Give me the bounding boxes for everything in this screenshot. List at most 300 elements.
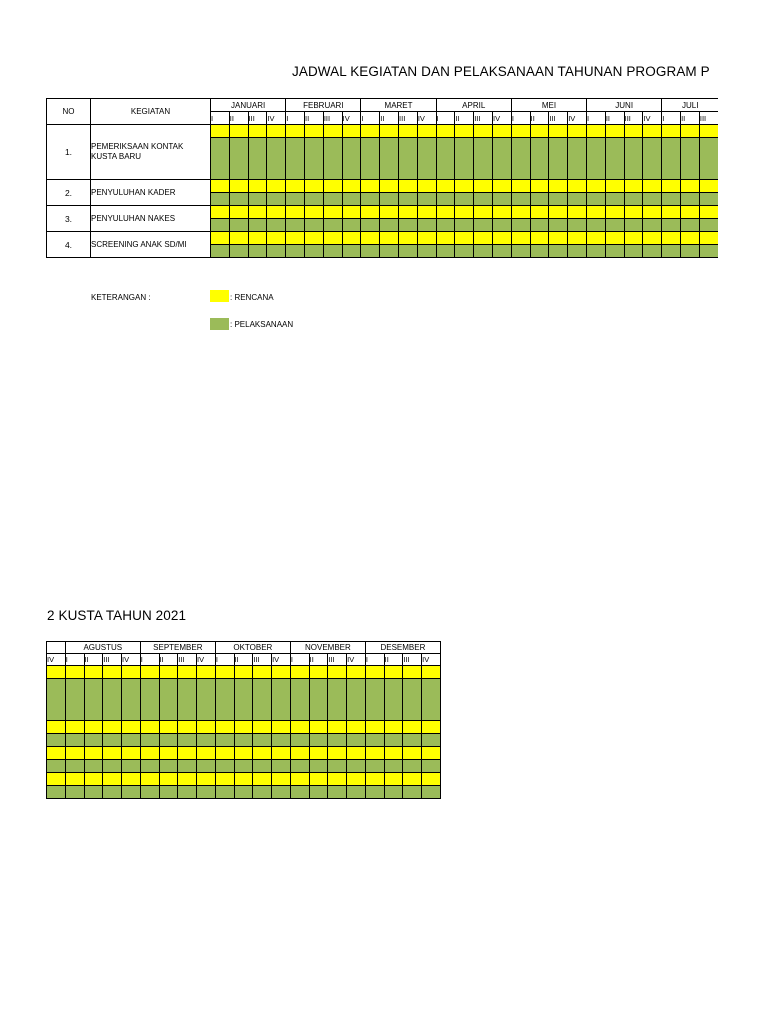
week-header: IV <box>417 112 436 125</box>
plan-cell <box>399 180 418 193</box>
execution-cell <box>197 760 216 773</box>
plan-cell <box>272 721 291 734</box>
execution-cell <box>272 734 291 747</box>
plan-cell <box>662 180 681 193</box>
plan-cell <box>65 666 84 679</box>
plan-cell <box>347 666 366 679</box>
execution-cell <box>140 734 159 747</box>
week-header: I <box>65 654 84 666</box>
execution-cell <box>65 786 84 799</box>
execution-cell <box>384 786 403 799</box>
week-header: I <box>365 654 384 666</box>
month-header: NOVEMBER <box>290 642 365 654</box>
week-header: IV <box>47 654 66 666</box>
execution-cell <box>643 219 662 232</box>
execution-cell <box>323 219 342 232</box>
week-header: IV <box>568 112 587 125</box>
execution-cell <box>272 679 291 721</box>
header-row-months <box>47 642 441 654</box>
plan-cell <box>47 773 66 786</box>
week-header: III <box>403 654 422 666</box>
plan-cell <box>699 206 718 219</box>
execution-cell <box>286 193 305 206</box>
execution-cell <box>309 734 328 747</box>
execution-cell <box>474 193 493 206</box>
execution-cell <box>159 734 178 747</box>
plan-cell <box>286 180 305 193</box>
execution-cell <box>455 138 474 180</box>
execution-cell <box>474 138 493 180</box>
plan-cell <box>681 180 700 193</box>
execution-cell <box>178 679 197 721</box>
plan-cell <box>342 206 361 219</box>
execution-cell <box>215 679 234 721</box>
execution-cell <box>328 679 347 721</box>
plan-cell <box>272 747 291 760</box>
execution-cell <box>286 219 305 232</box>
plan-cell <box>347 747 366 760</box>
plan-cell <box>197 666 216 679</box>
execution-cell <box>229 245 248 258</box>
plan-cell <box>267 180 286 193</box>
plan-cell <box>422 666 441 679</box>
execution-cell <box>511 245 530 258</box>
execution-cell <box>122 786 141 799</box>
plan-cell <box>403 773 422 786</box>
execution-cell <box>549 219 568 232</box>
execution-cell <box>140 760 159 773</box>
execution-cell <box>347 734 366 747</box>
week-header: I <box>436 112 455 125</box>
execution-cell <box>342 219 361 232</box>
execution-cell <box>549 138 568 180</box>
plan-cell <box>103 666 122 679</box>
execution-cell <box>403 760 422 773</box>
plan-cell <box>380 206 399 219</box>
execution-cell <box>662 245 681 258</box>
plan-cell <box>549 180 568 193</box>
execution-cell <box>211 245 230 258</box>
plan-cell <box>159 747 178 760</box>
plan-cell <box>253 747 272 760</box>
plan-cell <box>305 232 324 245</box>
execution-cell <box>568 245 587 258</box>
execution-cell <box>643 245 662 258</box>
activity-row-plan <box>47 666 441 679</box>
execution-cell <box>624 138 643 180</box>
execution-cell <box>493 138 512 180</box>
activity-name: SCREENING ANAK SD/MI <box>91 232 211 258</box>
activity-row-execution <box>47 734 441 747</box>
plan-cell <box>267 206 286 219</box>
execution-cell <box>290 679 309 721</box>
plan-cell <box>328 747 347 760</box>
plan-cell <box>549 206 568 219</box>
plan-cell <box>417 180 436 193</box>
plan-cell <box>474 206 493 219</box>
plan-cell <box>267 232 286 245</box>
execution-cell <box>530 245 549 258</box>
legend-rencana-label: : RENCANA <box>230 293 274 302</box>
plan-cell <box>234 721 253 734</box>
execution-cell <box>197 786 216 799</box>
plan-cell <box>248 232 267 245</box>
execution-cell <box>122 760 141 773</box>
plan-cell <box>253 721 272 734</box>
month-header: JULI <box>662 99 718 112</box>
execution-cell <box>422 679 441 721</box>
plan-cell <box>103 747 122 760</box>
execution-cell <box>229 219 248 232</box>
legend-rencana-swatch <box>210 290 229 302</box>
plan-cell <box>253 773 272 786</box>
plan-cell <box>403 666 422 679</box>
execution-cell <box>342 245 361 258</box>
plan-cell <box>380 125 399 138</box>
plan-cell <box>47 747 66 760</box>
plan-cell <box>361 232 380 245</box>
month-header: MEI <box>511 99 586 112</box>
execution-cell <box>417 245 436 258</box>
execution-cell <box>399 245 418 258</box>
plan-cell <box>215 747 234 760</box>
execution-cell <box>380 245 399 258</box>
plan-cell <box>493 125 512 138</box>
execution-cell <box>380 219 399 232</box>
plan-cell <box>587 232 606 245</box>
execution-cell <box>103 679 122 721</box>
execution-cell <box>211 193 230 206</box>
execution-cell <box>47 734 66 747</box>
plan-cell <box>530 180 549 193</box>
plan-cell <box>662 206 681 219</box>
execution-cell <box>403 679 422 721</box>
execution-cell <box>84 760 103 773</box>
plan-cell <box>530 232 549 245</box>
week-header: I <box>587 112 606 125</box>
execution-cell <box>681 219 700 232</box>
plan-cell <box>122 721 141 734</box>
week-header: III <box>399 112 418 125</box>
plan-cell <box>399 232 418 245</box>
plan-cell <box>455 125 474 138</box>
plan-cell <box>286 125 305 138</box>
plan-cell <box>229 232 248 245</box>
plan-cell <box>530 206 549 219</box>
plan-cell <box>323 180 342 193</box>
plan-cell <box>286 206 305 219</box>
plan-cell <box>103 721 122 734</box>
execution-cell <box>234 679 253 721</box>
week-header: II <box>605 112 624 125</box>
week-header: II <box>84 654 103 666</box>
activity-number: 4. <box>47 232 91 258</box>
execution-cell <box>267 138 286 180</box>
execution-cell <box>361 138 380 180</box>
plan-cell <box>384 666 403 679</box>
execution-cell <box>234 786 253 799</box>
plan-cell <box>568 206 587 219</box>
plan-cell <box>511 180 530 193</box>
execution-cell <box>436 219 455 232</box>
month-header: DESEMBER <box>365 642 440 654</box>
plan-cell <box>511 125 530 138</box>
execution-cell <box>422 734 441 747</box>
month-header: OKTOBER <box>215 642 290 654</box>
plan-cell <box>587 180 606 193</box>
execution-cell <box>605 138 624 180</box>
execution-cell <box>309 679 328 721</box>
plan-cell <box>234 747 253 760</box>
execution-cell <box>140 786 159 799</box>
execution-cell <box>229 193 248 206</box>
plan-cell <box>549 125 568 138</box>
plan-cell <box>643 206 662 219</box>
plan-cell <box>530 125 549 138</box>
plan-cell <box>605 206 624 219</box>
execution-cell <box>605 193 624 206</box>
execution-cell <box>511 138 530 180</box>
plan-cell <box>65 773 84 786</box>
execution-cell <box>215 786 234 799</box>
activity-name: PENYULUHAN NAKES <box>91 206 211 232</box>
week-header: III <box>178 654 197 666</box>
header-row-weeks <box>47 654 441 666</box>
execution-cell <box>347 786 366 799</box>
legend-label: KETERANGAN : <box>91 293 151 302</box>
execution-cell <box>681 245 700 258</box>
plan-cell <box>347 773 366 786</box>
plan-cell <box>47 721 66 734</box>
execution-cell <box>587 219 606 232</box>
execution-cell <box>380 138 399 180</box>
plan-cell <box>384 773 403 786</box>
execution-cell <box>229 138 248 180</box>
plan-cell <box>699 180 718 193</box>
execution-cell <box>328 760 347 773</box>
execution-cell <box>399 193 418 206</box>
execution-cell <box>624 193 643 206</box>
plan-cell <box>436 180 455 193</box>
plan-cell <box>211 180 230 193</box>
plan-cell <box>624 125 643 138</box>
plan-cell <box>122 747 141 760</box>
execution-cell <box>290 734 309 747</box>
plan-cell <box>178 721 197 734</box>
activity-row-plan <box>47 773 441 786</box>
execution-cell <box>530 138 549 180</box>
execution-cell <box>215 760 234 773</box>
execution-cell <box>662 219 681 232</box>
week-header: I <box>290 654 309 666</box>
execution-cell <box>549 193 568 206</box>
plan-cell <box>122 666 141 679</box>
plan-cell <box>422 721 441 734</box>
plan-cell <box>365 747 384 760</box>
execution-cell <box>122 679 141 721</box>
plan-cell <box>309 721 328 734</box>
plan-cell <box>399 206 418 219</box>
week-header: I <box>361 112 380 125</box>
execution-cell <box>309 786 328 799</box>
plan-cell <box>643 125 662 138</box>
execution-cell <box>253 734 272 747</box>
plan-cell <box>422 747 441 760</box>
execution-cell <box>493 193 512 206</box>
plan-cell <box>347 721 366 734</box>
execution-cell <box>347 679 366 721</box>
activity-row-plan <box>47 232 719 245</box>
schedule-table-part1 <box>46 98 718 258</box>
execution-cell <box>248 245 267 258</box>
execution-cell <box>643 138 662 180</box>
execution-cell <box>365 679 384 721</box>
activity-number: 3. <box>47 206 91 232</box>
plan-cell <box>215 666 234 679</box>
execution-cell <box>122 734 141 747</box>
week-header: II <box>309 654 328 666</box>
execution-cell <box>305 138 324 180</box>
execution-cell <box>384 679 403 721</box>
week-header: II <box>681 112 700 125</box>
plan-cell <box>140 773 159 786</box>
execution-cell <box>568 138 587 180</box>
execution-cell <box>624 219 643 232</box>
execution-cell <box>417 193 436 206</box>
plan-cell <box>493 206 512 219</box>
month-header: MARET <box>361 99 436 112</box>
plan-cell <box>84 773 103 786</box>
execution-cell <box>328 734 347 747</box>
execution-cell <box>436 245 455 258</box>
plan-cell <box>328 721 347 734</box>
page-title-continued: 2 KUSTA TAHUN 2021 <box>47 608 187 623</box>
execution-cell <box>699 219 718 232</box>
execution-cell <box>662 138 681 180</box>
week-header: III <box>103 654 122 666</box>
plan-cell <box>643 232 662 245</box>
plan-cell <box>309 773 328 786</box>
plan-cell <box>417 232 436 245</box>
week-header: III <box>253 654 272 666</box>
execution-cell <box>568 219 587 232</box>
plan-cell <box>624 206 643 219</box>
execution-cell <box>361 219 380 232</box>
legend-pelaksanaan-swatch <box>210 318 229 330</box>
plan-cell <box>84 666 103 679</box>
week-header: III <box>248 112 267 125</box>
plan-cell <box>323 206 342 219</box>
plan-cell <box>511 232 530 245</box>
execution-cell <box>530 219 549 232</box>
execution-cell <box>84 679 103 721</box>
plan-cell <box>103 773 122 786</box>
execution-cell <box>197 734 216 747</box>
plan-cell <box>587 206 606 219</box>
execution-cell <box>342 193 361 206</box>
execution-cell <box>211 138 230 180</box>
execution-cell <box>511 193 530 206</box>
plan-cell <box>422 773 441 786</box>
plan-cell <box>234 666 253 679</box>
execution-cell <box>178 734 197 747</box>
schedule-table-part2 <box>46 641 441 799</box>
execution-cell <box>455 245 474 258</box>
execution-cell <box>422 786 441 799</box>
plan-cell <box>178 773 197 786</box>
plan-cell <box>436 232 455 245</box>
execution-cell <box>587 193 606 206</box>
activity-row-plan <box>47 747 441 760</box>
execution-cell <box>178 786 197 799</box>
week-header: IV <box>342 112 361 125</box>
week-header: III <box>328 654 347 666</box>
execution-cell <box>272 760 291 773</box>
execution-cell <box>384 734 403 747</box>
plan-cell <box>662 232 681 245</box>
week-header: II <box>384 654 403 666</box>
plan-cell <box>234 773 253 786</box>
execution-cell <box>248 219 267 232</box>
header-row-months <box>47 99 719 112</box>
plan-cell <box>65 747 84 760</box>
execution-cell <box>436 193 455 206</box>
week-header: II <box>234 654 253 666</box>
execution-cell <box>422 760 441 773</box>
plan-cell <box>474 125 493 138</box>
execution-cell <box>493 245 512 258</box>
week-header: I <box>140 654 159 666</box>
plan-cell <box>159 721 178 734</box>
activity-row-plan <box>47 206 719 219</box>
plan-cell <box>215 721 234 734</box>
plan-cell <box>417 125 436 138</box>
plan-cell <box>309 666 328 679</box>
execution-cell <box>699 193 718 206</box>
plan-cell <box>365 721 384 734</box>
week-header: IV <box>643 112 662 125</box>
plan-cell <box>365 773 384 786</box>
plan-cell <box>568 125 587 138</box>
week-header: III <box>624 112 643 125</box>
execution-cell <box>624 245 643 258</box>
plan-cell <box>323 125 342 138</box>
execution-cell <box>253 760 272 773</box>
week-header: II <box>305 112 324 125</box>
plan-cell <box>211 125 230 138</box>
week-header: I <box>286 112 305 125</box>
execution-cell <box>197 679 216 721</box>
plan-cell <box>178 747 197 760</box>
activity-row-execution <box>47 679 441 721</box>
plan-cell <box>568 232 587 245</box>
activity-row-plan <box>47 180 719 193</box>
execution-cell <box>65 734 84 747</box>
execution-cell <box>103 734 122 747</box>
week-header: IV <box>493 112 512 125</box>
plan-cell <box>140 666 159 679</box>
plan-cell <box>84 721 103 734</box>
plan-cell <box>309 747 328 760</box>
plan-cell <box>605 180 624 193</box>
month-header: JUNI <box>587 99 662 112</box>
execution-cell <box>365 734 384 747</box>
plan-cell <box>699 125 718 138</box>
week-header: I <box>662 112 681 125</box>
plan-cell <box>229 206 248 219</box>
plan-cell <box>474 232 493 245</box>
plan-cell <box>455 180 474 193</box>
